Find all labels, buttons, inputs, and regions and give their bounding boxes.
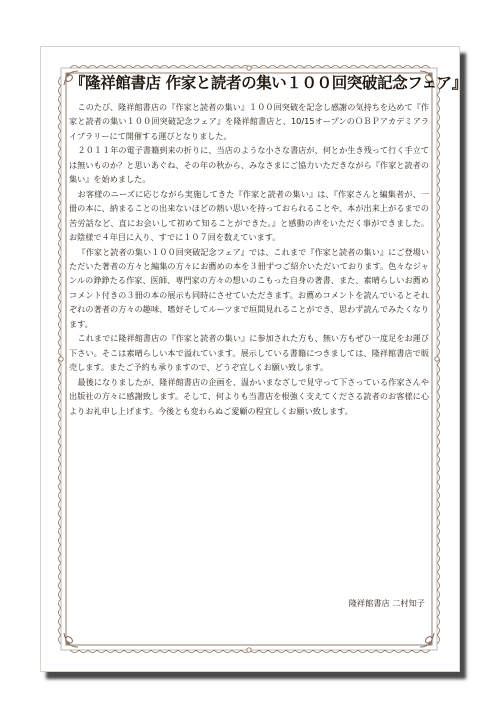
paragraph-2: ２０１１年の電子書籍到来の折りに、当店のような小さな書店が、何とか生き残って行く手立ては無いものか？と思いあぐね、その年の秋から、みなさまにご協力いただきながら『作家と読者の集い』を始めました。	[69, 145, 429, 185]
paragraph-5: これまでに隆祥館書店の『作家と読者の集い』に参加された方も、無い方もぜひ一度足をお運び下さい。そこは素晴らしい本で溢れています。展示している書籍につきましては、隆祥館書店で販売します。またご予約も承りますので、どうぞ宜しくお願い致します。	[69, 333, 429, 373]
border-mid-ornament-2	[247, 648, 251, 652]
border-mid-ornament-4	[435, 357, 439, 361]
border-corner-dot-4	[428, 641, 431, 644]
document-body	[69, 100, 429, 620]
document-title: 『隆祥館書店 作家と読者の集い１００回突破記念フェア』	[70, 74, 467, 92]
border-mid-ornament-3	[59, 357, 63, 361]
paragraph-3: お客様のニーズに応じながら実施してきた『作家と読者の集い』は、『作家さんと編集者が、一冊の本に、納まることの出来ないほどの熱い思いを持っておられることや、本が出来上がるまでの苦労話など、直にお会いして初めて知ることができた。』と感動の声をいただく事ができました。お陰様で４年目に入り、すでに１０７回を数えています。	[69, 188, 429, 243]
paragraph-6: 最後になりましたが、隆祥館書店の企画を、温かいまなざしで見守って下さっている作家さんや出版社の方々に感謝致します。そして、何よりも当書店を根強く支えてくださる読者のお客様に心よりお礼申し上げます。今後とも変わらぬご愛顧の程宜しくお願い致します。	[69, 376, 429, 416]
paragraph-1: このたび、隆祥館書店の『作家と読者の集い』１００回突破を記念し感謝の気持ちを込めて『作家と読者の集い１００回突破記念フェア』を隆祥館書店と、10/15オープンのＯＢＰアカデミアライブラリーにて開催する運びとなりました。	[69, 102, 429, 141]
paragraph-4: 『作家と読者の集い１００回突破記念フェア』では、これまで『作家と読者の集い』にご登場いただいた著者の方々と編集の方々にお薦めの本を３冊ずつご紹介いただいております。色々なジャンルの錚錚たる作家、医師、専門家の方々の想いのこもった自身の著書、また、素晴らしいお薦めコメント付きの３冊の本の展示も同時にさせていただきます。お薦めコメントを読んでいるとそれぞれの著者の方々の趣味、嗜好そしてルーツまで垣間見れることができ、思わず読んでみたくなります。	[69, 246, 429, 329]
signature: 隆祥館書店 二村知子	[348, 598, 425, 608]
border-corner-dot-3	[66, 641, 69, 644]
